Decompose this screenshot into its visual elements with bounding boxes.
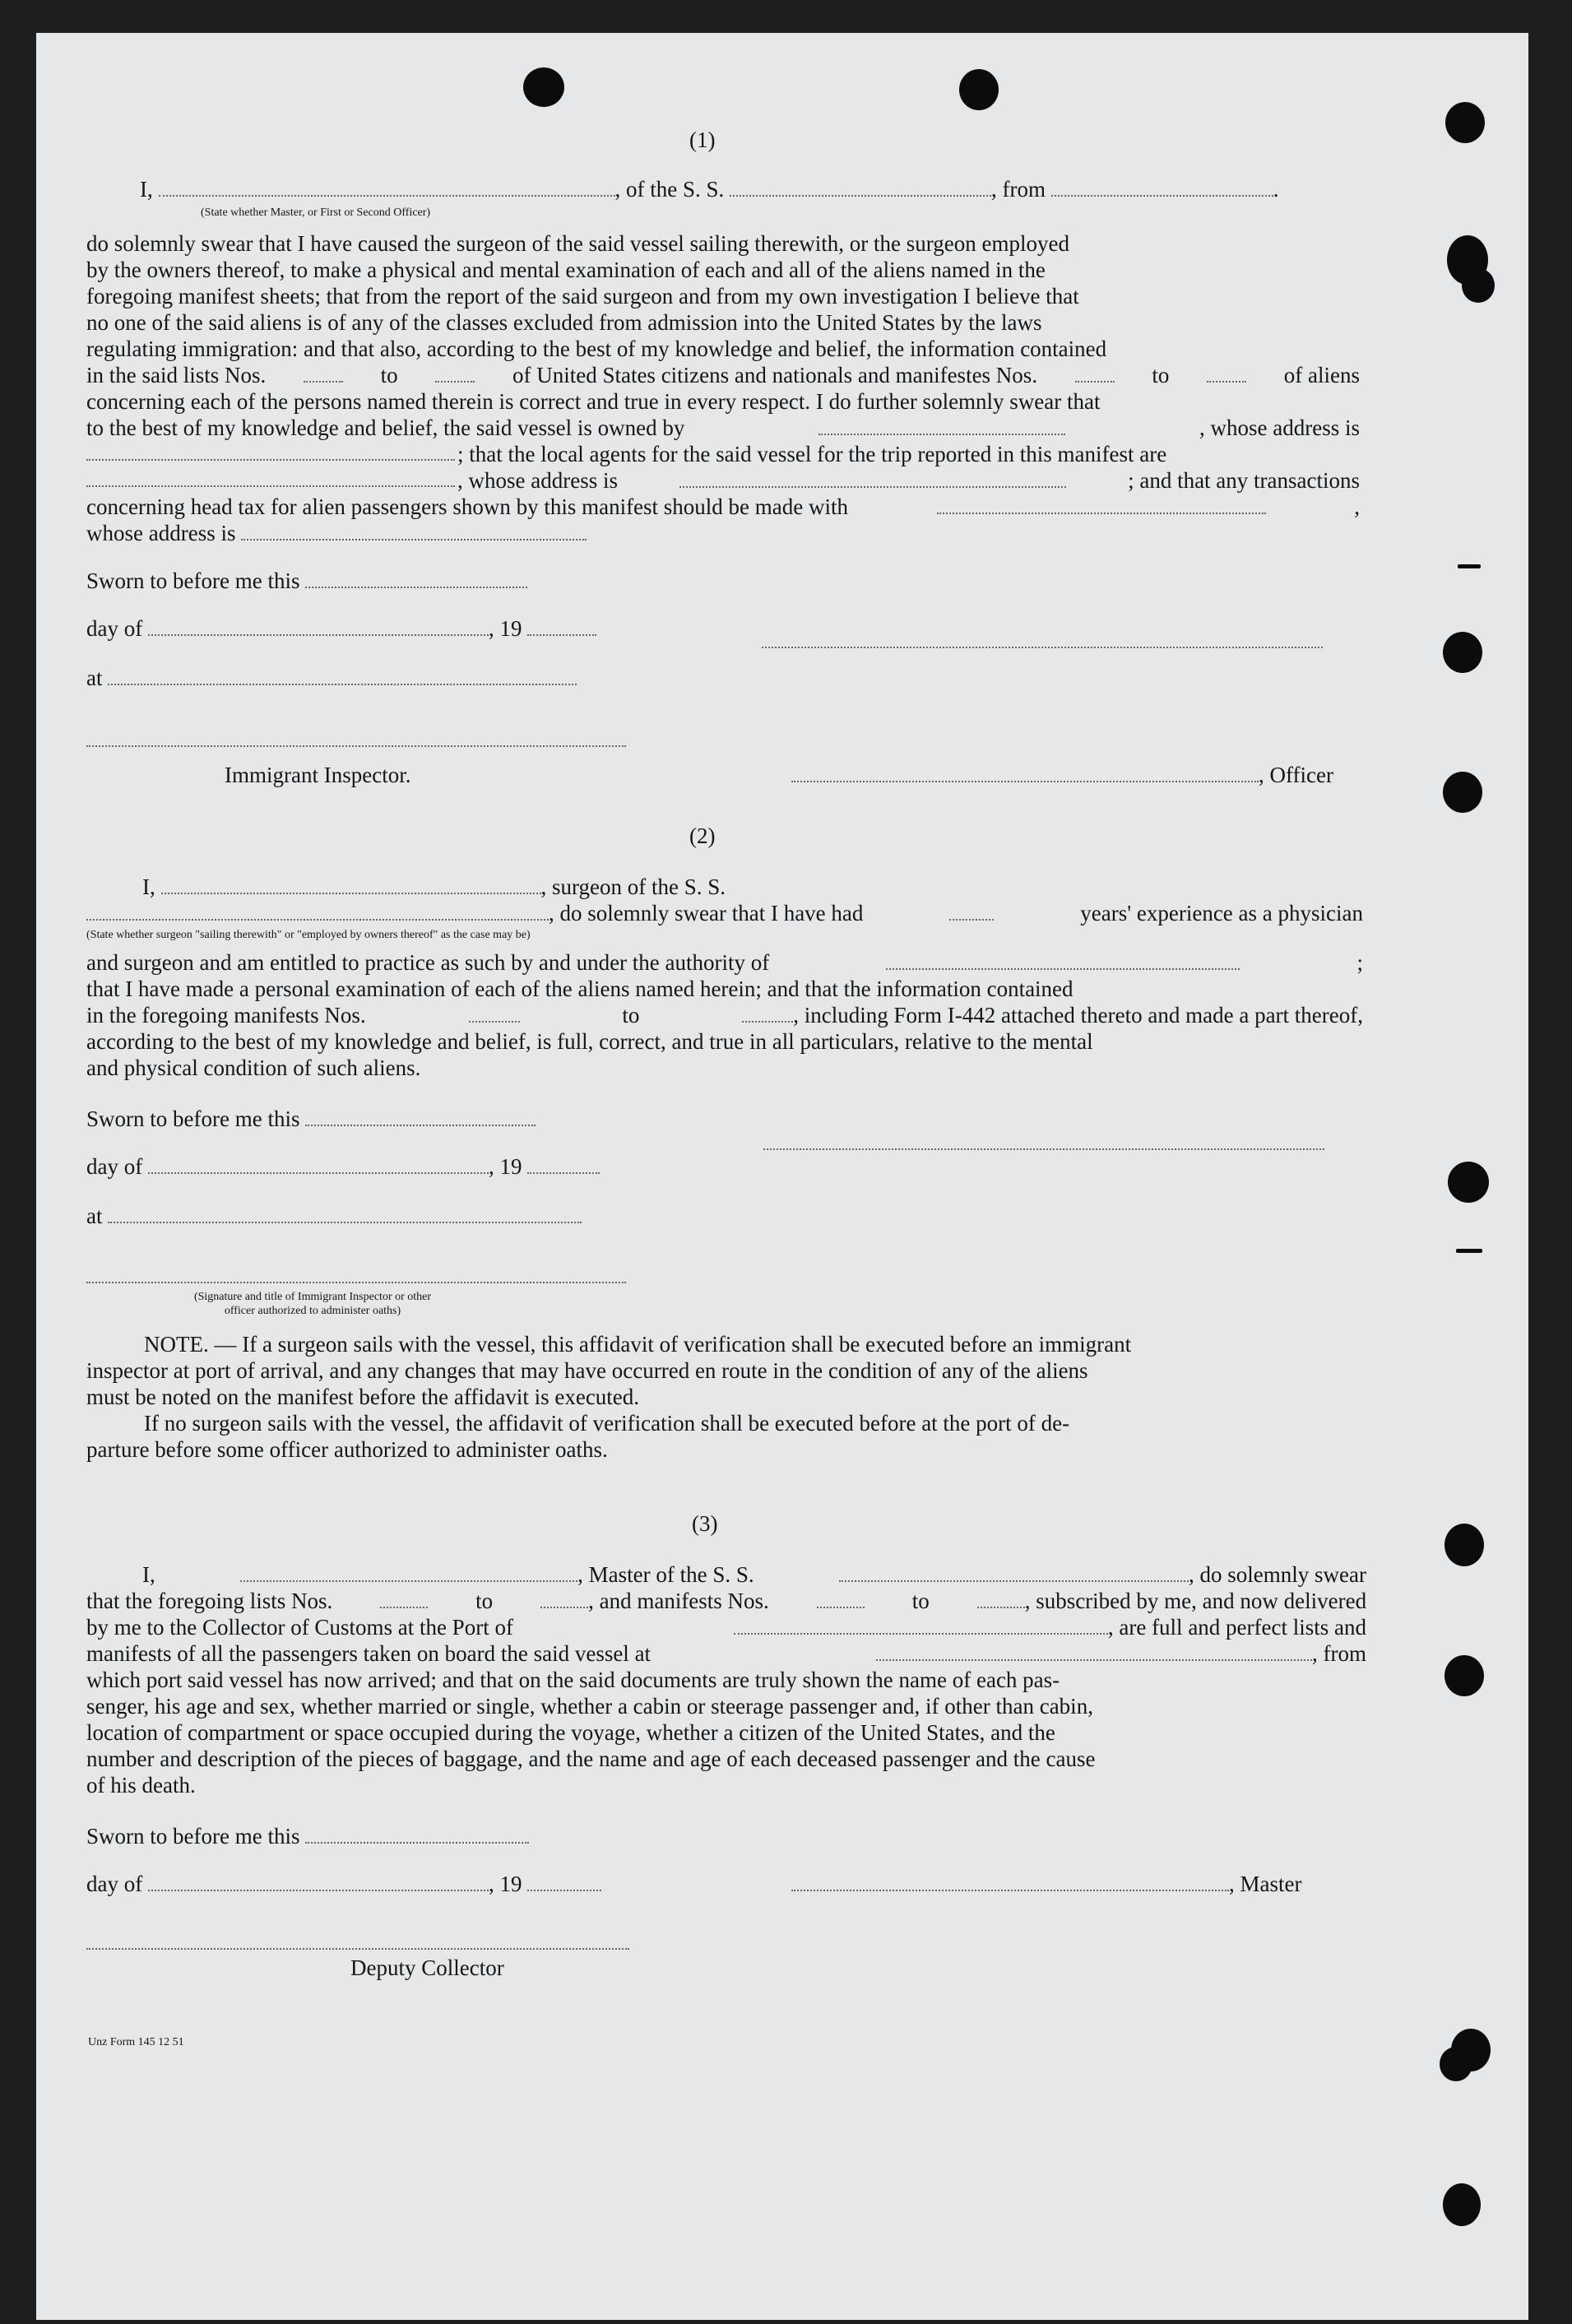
blank-field[interactable] — [86, 459, 455, 461]
body-line: which port said vessel has now arrived; and that on the said documents are truly shown the name of each pas- — [86, 1668, 1060, 1692]
blank-field[interactable] — [527, 616, 596, 636]
body-line: to the best of my knowledge and belief, the said vessel is owned by , whose address is — [86, 415, 1360, 440]
officer-line: , Officer — [791, 762, 1333, 788]
body-line: foregoing manifest sheets; that from the report of the said surgeon and from my own investigation I believe that — [86, 284, 1079, 308]
body-line: and surgeon and am entitled to practice as such by and under the authority of ; — [86, 950, 1363, 975]
punch-hole — [1462, 268, 1495, 303]
blank-field[interactable] — [148, 616, 489, 636]
blank-field[interactable] — [742, 1003, 793, 1023]
body-line: of his death. — [86, 1773, 196, 1798]
blank-field[interactable] — [469, 1003, 520, 1023]
line: , do solemnly swear that I have had years' experience as a physician — [86, 900, 1363, 926]
sworn-line: Sworn to before me this — [86, 1823, 529, 1849]
blank-field[interactable] — [1207, 363, 1246, 383]
section-number: (3) — [692, 1511, 718, 1536]
body-line: regulating immigration: and that also, according to the best of my knowledge and belief, the information contained — [86, 336, 1107, 361]
blank-field[interactable] — [108, 1204, 582, 1223]
blank-field[interactable] — [380, 1589, 428, 1608]
blank-field[interactable] — [305, 1106, 536, 1126]
sworn-line: Sworn to before me this — [86, 1106, 536, 1132]
line: I, , of the S. S. , from . — [140, 177, 1279, 202]
instruction-note: (State whether Master, or First or Second Officer) — [201, 206, 431, 219]
note-line: inspector at port of arrival, and any changes that may have occurred en route in the condition of any of the aliens — [86, 1358, 1088, 1383]
blank-field[interactable] — [148, 1872, 489, 1891]
line: I, , Master of the S. S. , do solemnly swear — [142, 1562, 1366, 1587]
blank-field[interactable] — [304, 363, 343, 383]
blank-field[interactable] — [937, 494, 1266, 514]
blank-field[interactable] — [527, 1872, 601, 1891]
punch-hole — [1443, 2183, 1481, 2226]
body-line: by the owners thereof, to make a physical and mental examination of each and all of the aliens named in the — [86, 257, 1046, 282]
body-line: whose address is — [86, 520, 587, 546]
section-number: (1) — [689, 128, 716, 152]
body-line: ; that the local agents for the said vessel for the trip reported in this manifest are — [457, 442, 1167, 466]
blank-field[interactable] — [839, 1562, 1189, 1582]
blank-field[interactable] — [540, 1589, 588, 1608]
blank-field[interactable] — [1051, 177, 1273, 197]
body-line: and physical condition of such aliens. — [86, 1055, 421, 1080]
blank-field[interactable] — [435, 363, 475, 383]
date-line: day of , 19 — [86, 1871, 601, 1897]
date-line: day of , 19 — [86, 615, 596, 642]
blank-field[interactable] — [679, 468, 1066, 488]
blank-field[interactable] — [818, 415, 1065, 435]
blank-field[interactable] — [240, 1562, 577, 1582]
punch-hole — [1444, 1655, 1484, 1696]
body-line: that the foregoing lists Nos. to , and manifests Nos. to , subscribed by me, and now delivered — [86, 1589, 1366, 1613]
sworn-line: Sworn to before me this — [86, 568, 527, 594]
signature-line[interactable] — [86, 1282, 626, 1283]
instruction-note: (State whether surgeon "sailing therewith" or "employed by owners thereof" as the case may be) — [86, 929, 531, 941]
body-line: by me to the Collector of Customs at the Port of , are full and perfect lists and — [86, 1615, 1366, 1640]
at-line: at — [86, 665, 577, 691]
body-line: concerning head tax for alien passengers shown by this manifest should be made with , — [86, 494, 1360, 519]
punch-hole — [1445, 102, 1485, 143]
form-number: Unz Form 145 12 51 — [88, 2036, 184, 2048]
blank-field[interactable] — [161, 874, 541, 894]
signature-line[interactable] — [763, 1148, 1324, 1150]
blank-field[interactable] — [159, 177, 615, 197]
blank-field[interactable] — [1075, 363, 1115, 383]
body-line: location of compartment or space occupied during the voyage, whether a citizen of the United States, and the — [86, 1720, 1055, 1745]
punch-hole — [959, 69, 999, 110]
punch-mark — [1456, 1249, 1482, 1253]
signature-line[interactable] — [762, 647, 1323, 648]
blank-field[interactable] — [886, 950, 1240, 970]
punch-hole — [1448, 1162, 1489, 1203]
blank-field[interactable] — [949, 901, 994, 921]
body-line: manifests of all the passengers taken on board the said vessel at , from — [86, 1641, 1366, 1666]
signature-caption: (Signature and title of Immigrant Inspector or other officer authorized to administer oaths) — [193, 1291, 432, 1317]
blank-field[interactable] — [730, 177, 991, 197]
body-line: number and description of the pieces of baggage, and the name and age of each deceased passenger and the cause — [86, 1746, 1096, 1771]
signature-line[interactable] — [86, 745, 626, 747]
punch-hole — [1444, 1524, 1484, 1566]
deputy-label: Deputy Collector — [350, 1955, 504, 1980]
body-line: that I have made a personal examination of each of the aliens named herein; and that the information contained — [86, 976, 1074, 1001]
blank-field[interactable] — [86, 485, 455, 487]
note-line: If no surgeon sails with the vessel, the affidavit of verification shall be executed before at the port of de- — [144, 1411, 1070, 1436]
blank-field[interactable] — [527, 1154, 600, 1174]
blank-field[interactable] — [977, 1589, 1025, 1608]
form-page — [36, 33, 1528, 2320]
punch-hole — [1443, 772, 1482, 813]
blank-field[interactable] — [734, 1615, 1108, 1635]
blank-field[interactable] — [876, 1641, 1312, 1661]
punch-mark — [1458, 564, 1481, 568]
body-line: in the said lists Nos. to of United States citizens and nationals and manifestes Nos. to of aliens — [86, 363, 1360, 387]
blank-field[interactable] — [241, 521, 587, 540]
section-number: (2) — [689, 823, 716, 848]
blank-field[interactable] — [791, 763, 1259, 782]
body-line: concerning each of the persons named therein is correct and true in every respect. I do further solemnly swear that — [86, 389, 1101, 414]
note-line: must be noted on the manifest before the affidavit is executed. — [86, 1385, 640, 1409]
note-line: NOTE. — If a surgeon sails with the vessel, this affidavit of verification shall be executed before an immigrant — [144, 1332, 1132, 1357]
inspector-label: Immigrant Inspector. — [225, 763, 411, 787]
blank-field[interactable] — [148, 1154, 489, 1174]
punch-hole — [523, 67, 564, 107]
blank-field[interactable] — [817, 1589, 865, 1608]
line: I, , surgeon of the S. S. — [142, 874, 726, 899]
punch-hole — [1443, 632, 1482, 673]
blank-field[interactable] — [86, 901, 549, 921]
body-line: no one of the said aliens is of any of the classes excluded from admission into the United States by the laws — [86, 310, 1042, 335]
body-line: in the foregoing manifests Nos. to , including Form I-442 attached thereto and made a part thereof, — [86, 1003, 1363, 1027]
body-line: according to the best of my knowledge and belief, is full, correct, and true in all particulars, relative to the mental — [86, 1029, 1093, 1054]
at-line: at — [86, 1203, 582, 1229]
blank-field[interactable] — [108, 666, 577, 685]
date-line: day of , 19 — [86, 1153, 600, 1180]
body-line: senger, his age and sex, whether married or single, whether a cabin or steerage passenger and, if other than cabin, — [86, 1694, 1093, 1719]
signature-line[interactable] — [86, 1948, 629, 1950]
blank-field[interactable] — [791, 1872, 1229, 1891]
body-line: do solemnly swear that I have caused the surgeon of the said vessel sailing therewith, or the surgeon employed — [86, 231, 1069, 256]
blank-field[interactable] — [305, 1824, 529, 1844]
body-line: , whose address is ; and that any transactions — [457, 468, 1360, 493]
note-line: parture before some officer authorized to administer oaths. — [86, 1437, 608, 1462]
blank-field[interactable] — [305, 568, 527, 588]
punch-hole — [1440, 2047, 1472, 2081]
master-line: , Master — [791, 1871, 1301, 1897]
